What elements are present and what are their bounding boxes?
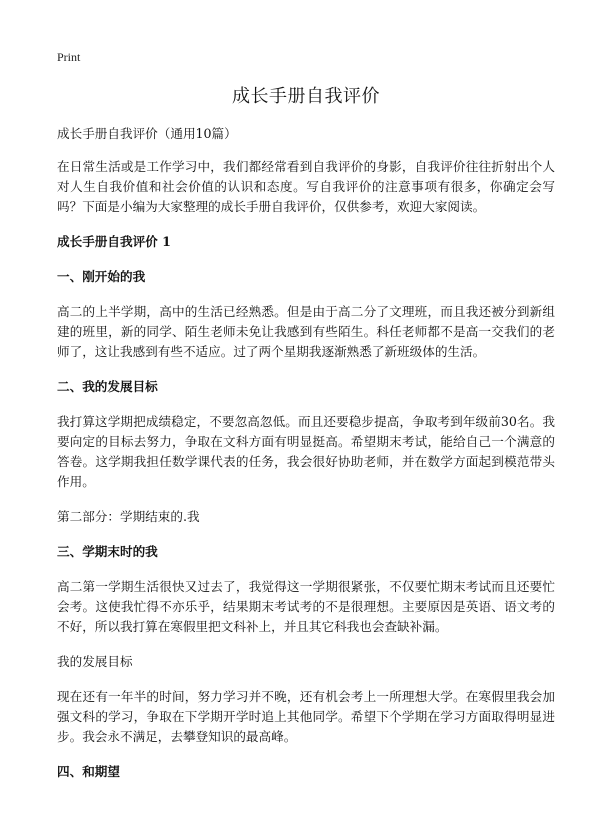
document-subtitle: 成长手册自我评价（通用10篇） bbox=[57, 126, 237, 141]
goal-label: 我的发展目标 bbox=[57, 654, 133, 669]
goal-paragraph: 现在还有一年半的时间，努力学习并不晚，还有机会考上一所理想大学。在寒假里我会加强文科的学习，争取在下学期开学时追上其他同学。希望下个学期在学习方面取得明显进步。我会永不满足，去攀登知识的最高峰。 bbox=[57, 689, 555, 744]
part-two-label: 第二部分：学期结束的.我 bbox=[57, 509, 200, 524]
section-body-2: 我打算这学期把成绩稳定，不要忽高忽低。而且还要稳步提高，争取考到年级前30名。我要向定的目标去努力，争取在文科方面有明显挺高。希望期末考试，能给自己一个满意的答卷。这学期我担任数学课代表的任务，我会很好协助老师，并在数学方面起到模范带头作用。 bbox=[57, 414, 555, 489]
section-heading-3: 三、学期末时的我 bbox=[57, 544, 158, 559]
section-body-3: 高二第一学期生活很快又过去了，我觉得这一学期很紧张，不仅要忙期末考试而且还要忙会考。这使我忙得不亦乐乎，结果期末考试考的不是很理想。主要原因是英语、语文考的不好，所以我打算在寒假里把文科补上，并且其它科我也会查缺补漏。 bbox=[57, 579, 555, 634]
article-heading: 成长手册自我评价 1 bbox=[57, 234, 171, 249]
section-body-1: 高二的上半学期，高中的生活已经熟悉。但是由于高二分了文理班，而且我还被分到新组建的班里，新的同学、陌生老师未免让我感到有些陌生。科任老师都不是高一交我们的老师了，这让我感到有些不适应。过了两个星期我逐渐熟悉了新班级体的生活。 bbox=[57, 304, 555, 359]
intro-paragraph: 在日常生活或是工作学习中，我们都经常看到自我评价的身影，自我评价往往折射出个人对人生自我价值和社会价值的认识和态度。写自我评价的注意事项有很多，你确定会写吗？下面是小编为大家整理的成长手册自我评价，仅供参考，欢迎大家阅读。 bbox=[57, 159, 555, 214]
section-heading-1: 一、刚开始的我 bbox=[57, 269, 146, 284]
section-heading-2: 二、我的发展目标 bbox=[57, 379, 158, 394]
section-heading-4: 四、和期望 bbox=[57, 764, 120, 779]
print-link[interactable]: Print bbox=[57, 50, 81, 64]
page-title: 成长手册自我评价 bbox=[232, 86, 380, 107]
